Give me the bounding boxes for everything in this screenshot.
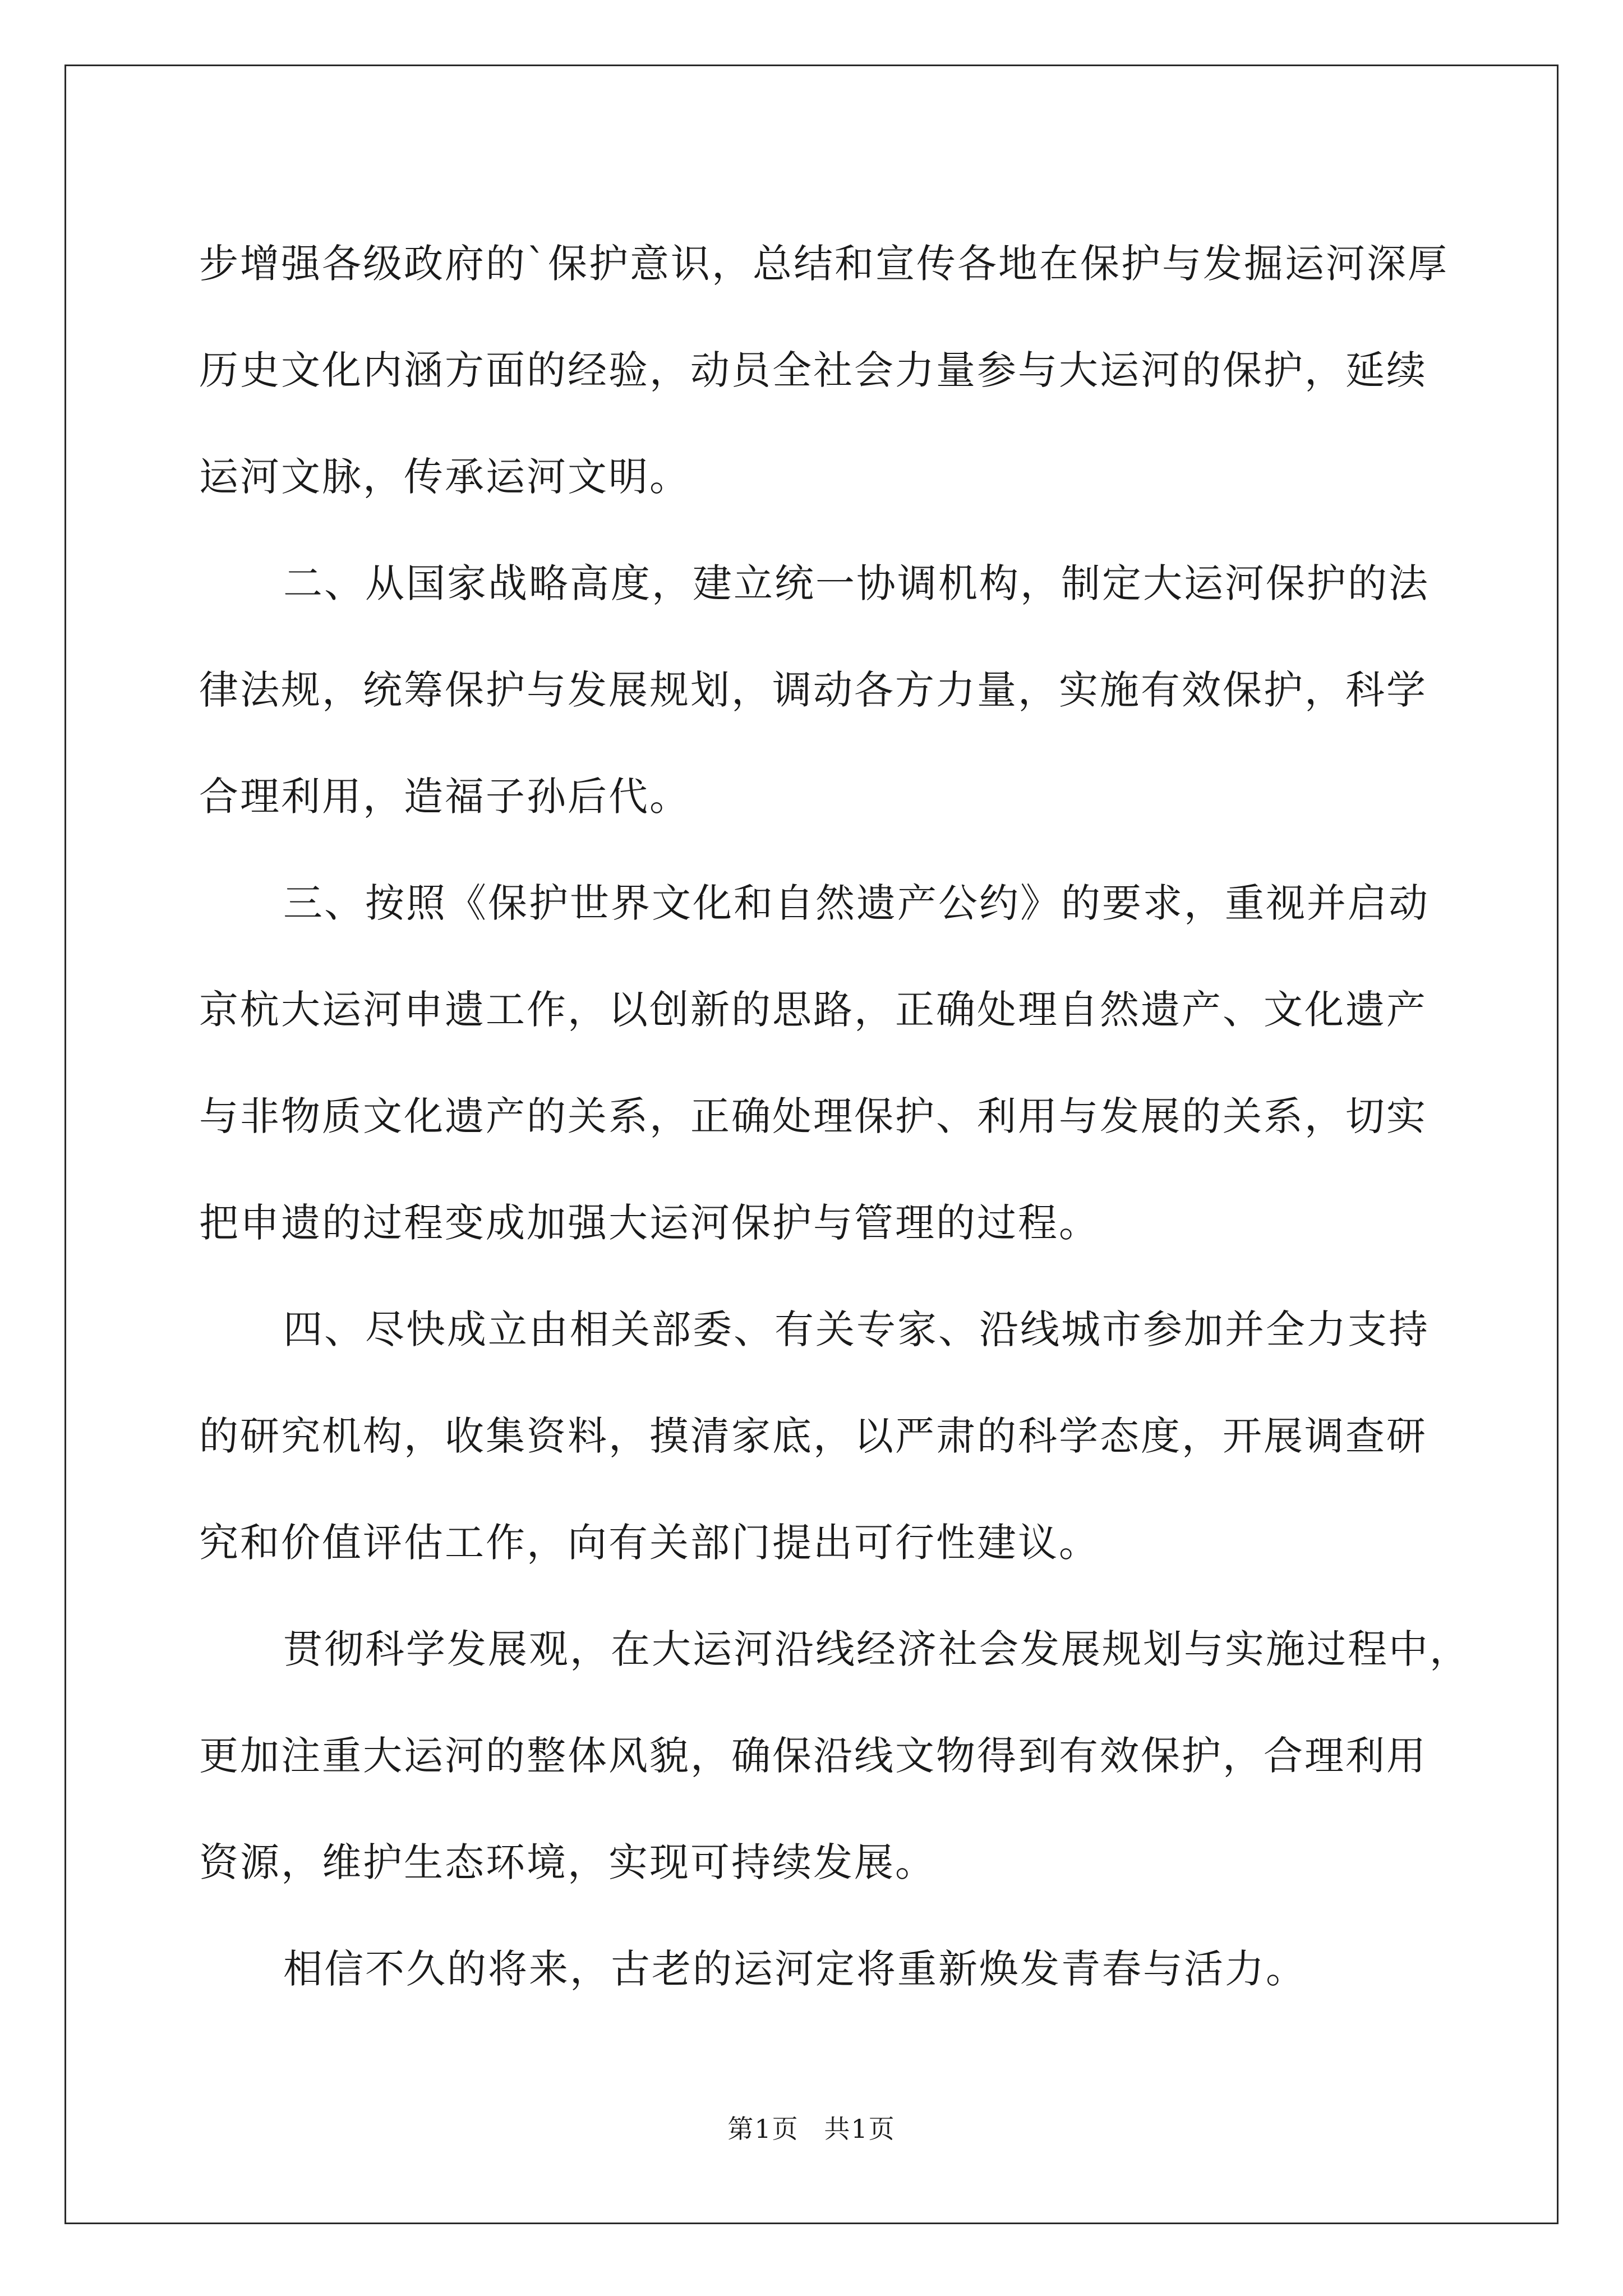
text-line: 贯彻科学发展观，在大运河沿线经济社会发展规划与实施过程中， bbox=[283, 1626, 1470, 1672]
text-line: 把申遗的过程变成加强大运河保护与管理的过程。 bbox=[199, 1200, 1100, 1246]
text-line: 律法规，统筹保护与发展规划，调动各方力量，实施有效保护，科学 bbox=[199, 667, 1427, 713]
text-line: 的研究机构，收集资料，摸清家底，以严肃的科学态度，开展调查研 bbox=[199, 1413, 1427, 1459]
text-line: 与非物质文化遗产的关系，正确处理保护、利用与发展的关系，切实 bbox=[199, 1093, 1427, 1139]
paragraph-5 bbox=[199, 1596, 1470, 1916]
text-line: 相信不久的将来，古老的运河定将重新焕发青春与活力。 bbox=[283, 1946, 1307, 1992]
text-line: 步增强各级政府的`保护意识，总结和宣传各地在保护与发掘运河深厚 bbox=[199, 241, 1449, 287]
page-footer bbox=[0, 2112, 1623, 2146]
paragraph-2 bbox=[199, 530, 1433, 850]
paragraph-4 bbox=[199, 1276, 1433, 1596]
text-line: 三、按照《保护世界文化和自然遗产公约》的要求，重视并启动 bbox=[283, 880, 1430, 926]
text-line: 究和价值评估工作，向有关部门提出可行性建议。 bbox=[199, 1520, 1100, 1566]
text-line: 合理利用，造福子孙后代。 bbox=[199, 774, 690, 820]
document-body bbox=[199, 210, 1470, 2022]
paragraph-3 bbox=[199, 850, 1433, 1276]
text-line: 京杭大运河申遗工作，以创新的思路，正确处理自然遗产、文化遗产 bbox=[199, 987, 1427, 1033]
text-line: 更加注重大运河的整体风貌，确保沿线文物得到有效保护，合理利用 bbox=[199, 1733, 1427, 1779]
paragraph-1 bbox=[199, 210, 1449, 530]
text-line: 二、从国家战略高度，建立统一协调机构，制定大运河保护的法 bbox=[283, 560, 1430, 606]
page-number: 第1页 bbox=[727, 2114, 799, 2144]
text-line: 历史文化内涵方面的经验，动员全社会力量参与大运河的保护，延续 bbox=[199, 347, 1427, 393]
text-line: 运河文脉，传承运河文明。 bbox=[199, 454, 690, 500]
page-total: 共1页 bbox=[824, 2114, 896, 2144]
text-line: 四、尽快成立由相关部委、有关专家、沿线城市参加并全力支持 bbox=[283, 1306, 1430, 1352]
text-line: 资源，维护生态环境，实现可持续发展。 bbox=[199, 1839, 936, 1885]
paragraph-6 bbox=[199, 1916, 1433, 2022]
